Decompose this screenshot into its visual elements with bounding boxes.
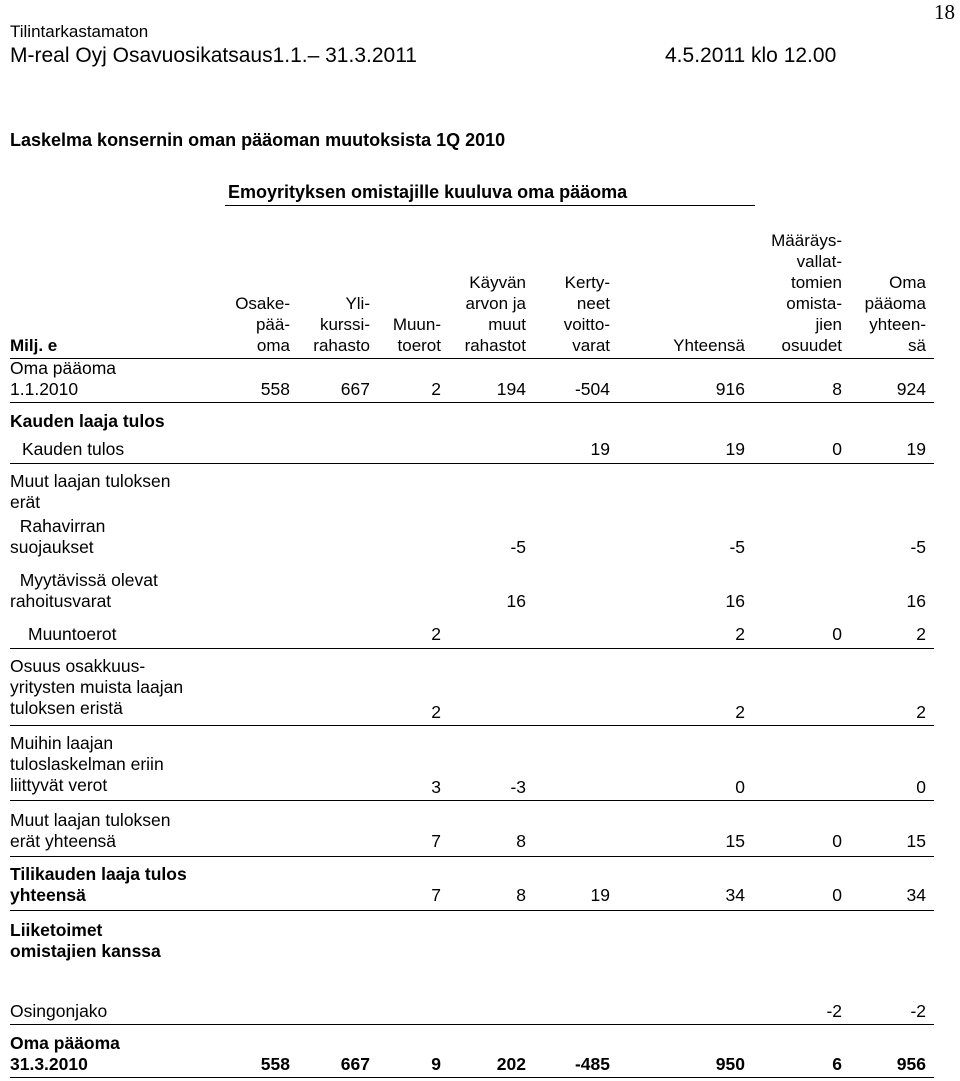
table-cell: -2 [826, 1001, 842, 1021]
group-underline [225, 205, 755, 206]
table-cell: 0 [832, 831, 842, 851]
table-cell: 956 [896, 1054, 926, 1074]
row-label-transactions-with-owners: Liiketoimet omistajien kanssa [10, 920, 161, 961]
row-rule [10, 648, 934, 649]
row-label-available-for-sale: Myytävissä olevat rahoitusvarat [10, 570, 158, 611]
table-cell: -2 [910, 1001, 926, 1021]
col-header-yhteensa: Yhteensä [673, 336, 745, 355]
table-cell: 3 [431, 777, 441, 797]
table-cell: 6 [832, 1054, 842, 1074]
table-cell: 8 [516, 831, 526, 851]
col-header-ylikurssirahasto: Yli- kurssi- rahasto [313, 294, 370, 355]
row-label-share-of-associates: Osuus osakkuus- yritysten muista laajan tuloksen eristä [10, 656, 184, 718]
table-cell: -5 [910, 537, 926, 557]
row-label-related-taxes: Muihin laajan tuloslaskelman eriin liittyvät verot [10, 733, 164, 795]
table-cell: -504 [574, 379, 610, 399]
row-rule [10, 800, 934, 801]
table-cell: 2 [431, 702, 441, 722]
group-title: Emoyrityksen omistajille kuuluva oma pääoma [228, 182, 628, 202]
header-date: 4.5.2011 klo 12.00 [665, 44, 837, 67]
col-header-oma-paaoma-yhteensa: Oma pääoma yhteen- sä [864, 273, 926, 355]
table-cell: 0 [832, 885, 842, 905]
table-cell: 2 [431, 624, 441, 644]
table-cell: 667 [340, 379, 370, 399]
row-label-other-comprehensive-total: Muut laajan tuloksen erät yhteensä [10, 810, 171, 851]
row-label-total-comprehensive-income: Tilikauden laaja tulos yhteensä [10, 864, 187, 905]
table-cell: 15 [906, 831, 926, 851]
table-cell: -485 [574, 1054, 610, 1074]
unit-label: Milj. e [10, 336, 58, 355]
table-cell: 19 [590, 885, 610, 905]
row-rule [10, 725, 934, 726]
table-cell: 667 [340, 1054, 370, 1074]
col-header-kertyneet-voittovarat: Kerty- neet voitto- varat [563, 273, 610, 355]
table-cell: 9 [431, 1054, 441, 1074]
row-rule [10, 1024, 934, 1025]
table-cell: 2 [916, 702, 926, 722]
table-cell: 950 [715, 1054, 745, 1074]
row-rule [10, 402, 934, 403]
table-cell: 916 [715, 379, 745, 399]
row-label-opening-equity: Oma pääoma 1.1.2010 [10, 358, 117, 399]
table-cell: 558 [260, 379, 290, 399]
row-label-comprehensive-income-section: Kauden laaja tulos [10, 411, 165, 431]
table-cell: 19 [590, 439, 610, 459]
table-cell: 0 [916, 777, 926, 797]
row-rule [10, 463, 934, 464]
row-label-other-comprehensive-items: Muut laajan tuloksen erät [10, 471, 171, 512]
table-cell: 34 [725, 885, 745, 905]
table-cell: 0 [832, 624, 842, 644]
statement-title: Laskelma konsernin oman pääoman muutoksista 1Q 2010 [10, 130, 506, 150]
table-cell: 2 [735, 624, 745, 644]
table-cell: 2 [735, 702, 745, 722]
table-cell: 34 [906, 885, 926, 905]
table-cell: 0 [832, 439, 842, 459]
header-rule [10, 358, 934, 359]
table-cell: 0 [735, 777, 745, 797]
row-label-closing-equity: Oma pääoma 31.3.2010 [10, 1033, 120, 1074]
table-cell: 8 [832, 379, 842, 399]
col-header-osakepaaoma: Osake- pää- oma [235, 294, 290, 355]
row-rule [10, 910, 934, 911]
table-cell: 19 [906, 439, 926, 459]
table-cell: 15 [725, 831, 745, 851]
row-label-dividend: Osingonjako [10, 1001, 108, 1021]
row-rule [10, 1077, 934, 1078]
row-rule [10, 856, 934, 857]
col-header-muuntoerot: Muun- toerot [392, 315, 441, 355]
col-header-maaraysvallattomien-osuudet: Määräys- vallat- tomien omista- jien osuudet [771, 231, 842, 355]
table-cell: 16 [506, 591, 526, 611]
table-cell: 16 [725, 591, 745, 611]
table-cell: -5 [729, 537, 745, 557]
header-status: Tilintarkastamaton [10, 22, 149, 41]
table-cell: 16 [906, 591, 926, 611]
table-cell: 19 [725, 439, 745, 459]
col-header-kayvan-arvon-rahastot: Käyvän arvon ja muut rahastot [464, 273, 526, 355]
row-label-translation-differences: Muuntoerot [28, 624, 117, 644]
table-cell: 2 [916, 624, 926, 644]
table-cell: 558 [260, 1054, 290, 1074]
page-number: 18 [934, 0, 955, 24]
row-label-cash-flow-hedges: Rahavirran suojaukset [10, 516, 106, 557]
table-cell: 194 [496, 379, 526, 399]
table-cell: 7 [431, 831, 441, 851]
table-cell: 202 [496, 1054, 526, 1074]
table-cell: 924 [896, 379, 926, 399]
header-company: M-real Oyj Osavuosikatsaus1.1.– 31.3.2011 [10, 44, 417, 67]
table-cell: 7 [431, 885, 441, 905]
table-cell: 2 [431, 379, 441, 399]
table-cell: -5 [510, 537, 526, 557]
table-cell: 8 [516, 885, 526, 905]
table-cell: -3 [510, 777, 526, 797]
row-label-profit-for-period: Kauden tulos [22, 439, 125, 459]
